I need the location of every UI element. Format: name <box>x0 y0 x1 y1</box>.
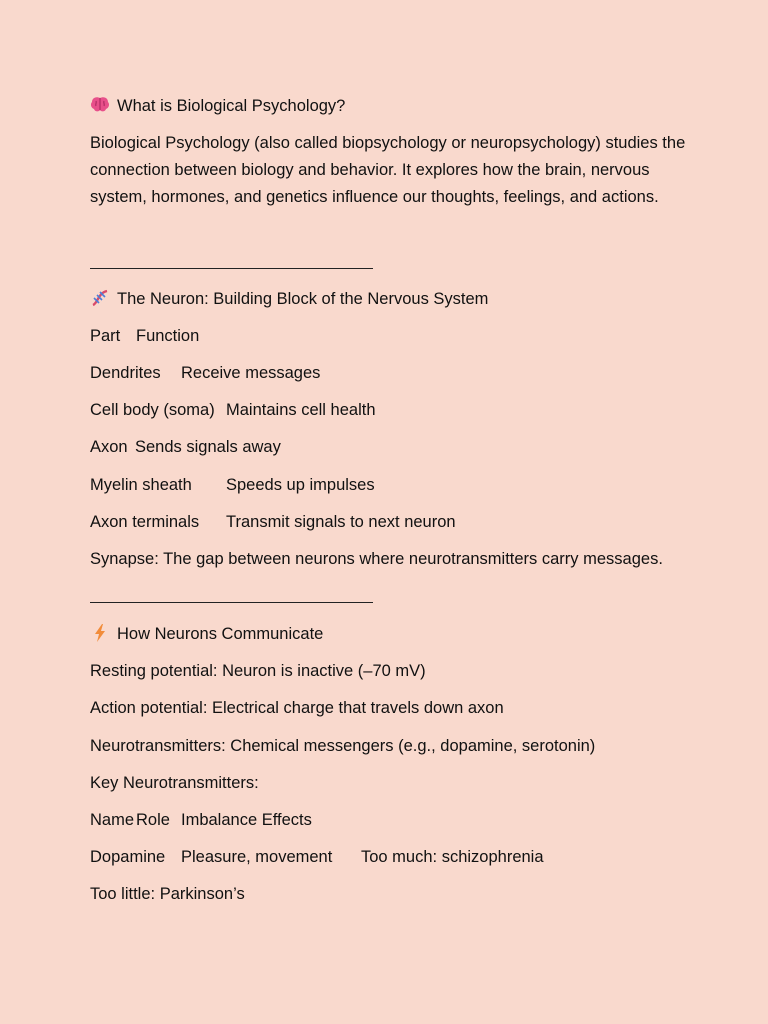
row-name: Dopamine <box>90 848 166 866</box>
row-function: Receive messages <box>181 364 321 382</box>
header-role: Role <box>136 811 170 829</box>
row-part: Axon terminals <box>90 513 200 531</box>
row-function: Sends signals away <box>135 438 281 456</box>
intro-paragraph: Biological Psychology (also called biopsychology or neuropsychology) studies the connection between biology and behavior. It explores how the brain, nervous system, hormones, and genetics influence our thoughts, feelings, and actions. <box>90 134 686 206</box>
section-heading-communication <box>90 624 323 644</box>
resting-potential-line: Resting potential: Neuron is inactive (–70 mV) <box>90 662 426 680</box>
key-neurotransmitters-label: Key Neurotransmitters: <box>90 774 259 792</box>
row-function: Speeds up impulses <box>226 476 375 494</box>
heading-text: What is Biological Psychology? <box>117 97 346 115</box>
action-potential-line: Action potential: Electrical charge that travels down axon <box>90 699 504 717</box>
row-part: Dendrites <box>90 364 161 382</box>
heading-text: The Neuron: Building Block of the Nervous System <box>117 290 489 308</box>
header-name: Name <box>90 811 135 829</box>
synapse-note: Synapse: The gap between neurons where neurotransmitters carry messages. <box>90 550 663 568</box>
header-function: Function <box>136 327 200 345</box>
row-function: Maintains cell health <box>226 401 376 419</box>
header-imbalance: Imbalance Effects <box>181 811 312 829</box>
divider <box>90 268 373 269</box>
section-heading-neuron <box>90 289 488 309</box>
trailing-line: Too little: Parkinson’s <box>90 885 245 903</box>
row-part: Myelin sheath <box>90 476 192 494</box>
row-imbalance: Too much: schizophrenia <box>361 848 544 866</box>
section-heading-biopsych <box>90 96 345 116</box>
row-function: Transmit signals to next neuron <box>226 513 456 531</box>
row-part: Cell body (soma) <box>90 401 215 419</box>
row-part: Axon <box>90 438 128 456</box>
header-part: Part <box>90 327 121 345</box>
row-role: Pleasure, movement <box>181 848 333 866</box>
brain-icon <box>90 96 110 114</box>
divider <box>90 602 373 603</box>
heading-text: How Neurons Communicate <box>117 625 324 643</box>
dna-icon <box>90 289 110 307</box>
neurotransmitters-line: Neurotransmitters: Chemical messengers (e.g., dopamine, serotonin) <box>90 737 596 755</box>
lightning-icon <box>90 624 110 642</box>
